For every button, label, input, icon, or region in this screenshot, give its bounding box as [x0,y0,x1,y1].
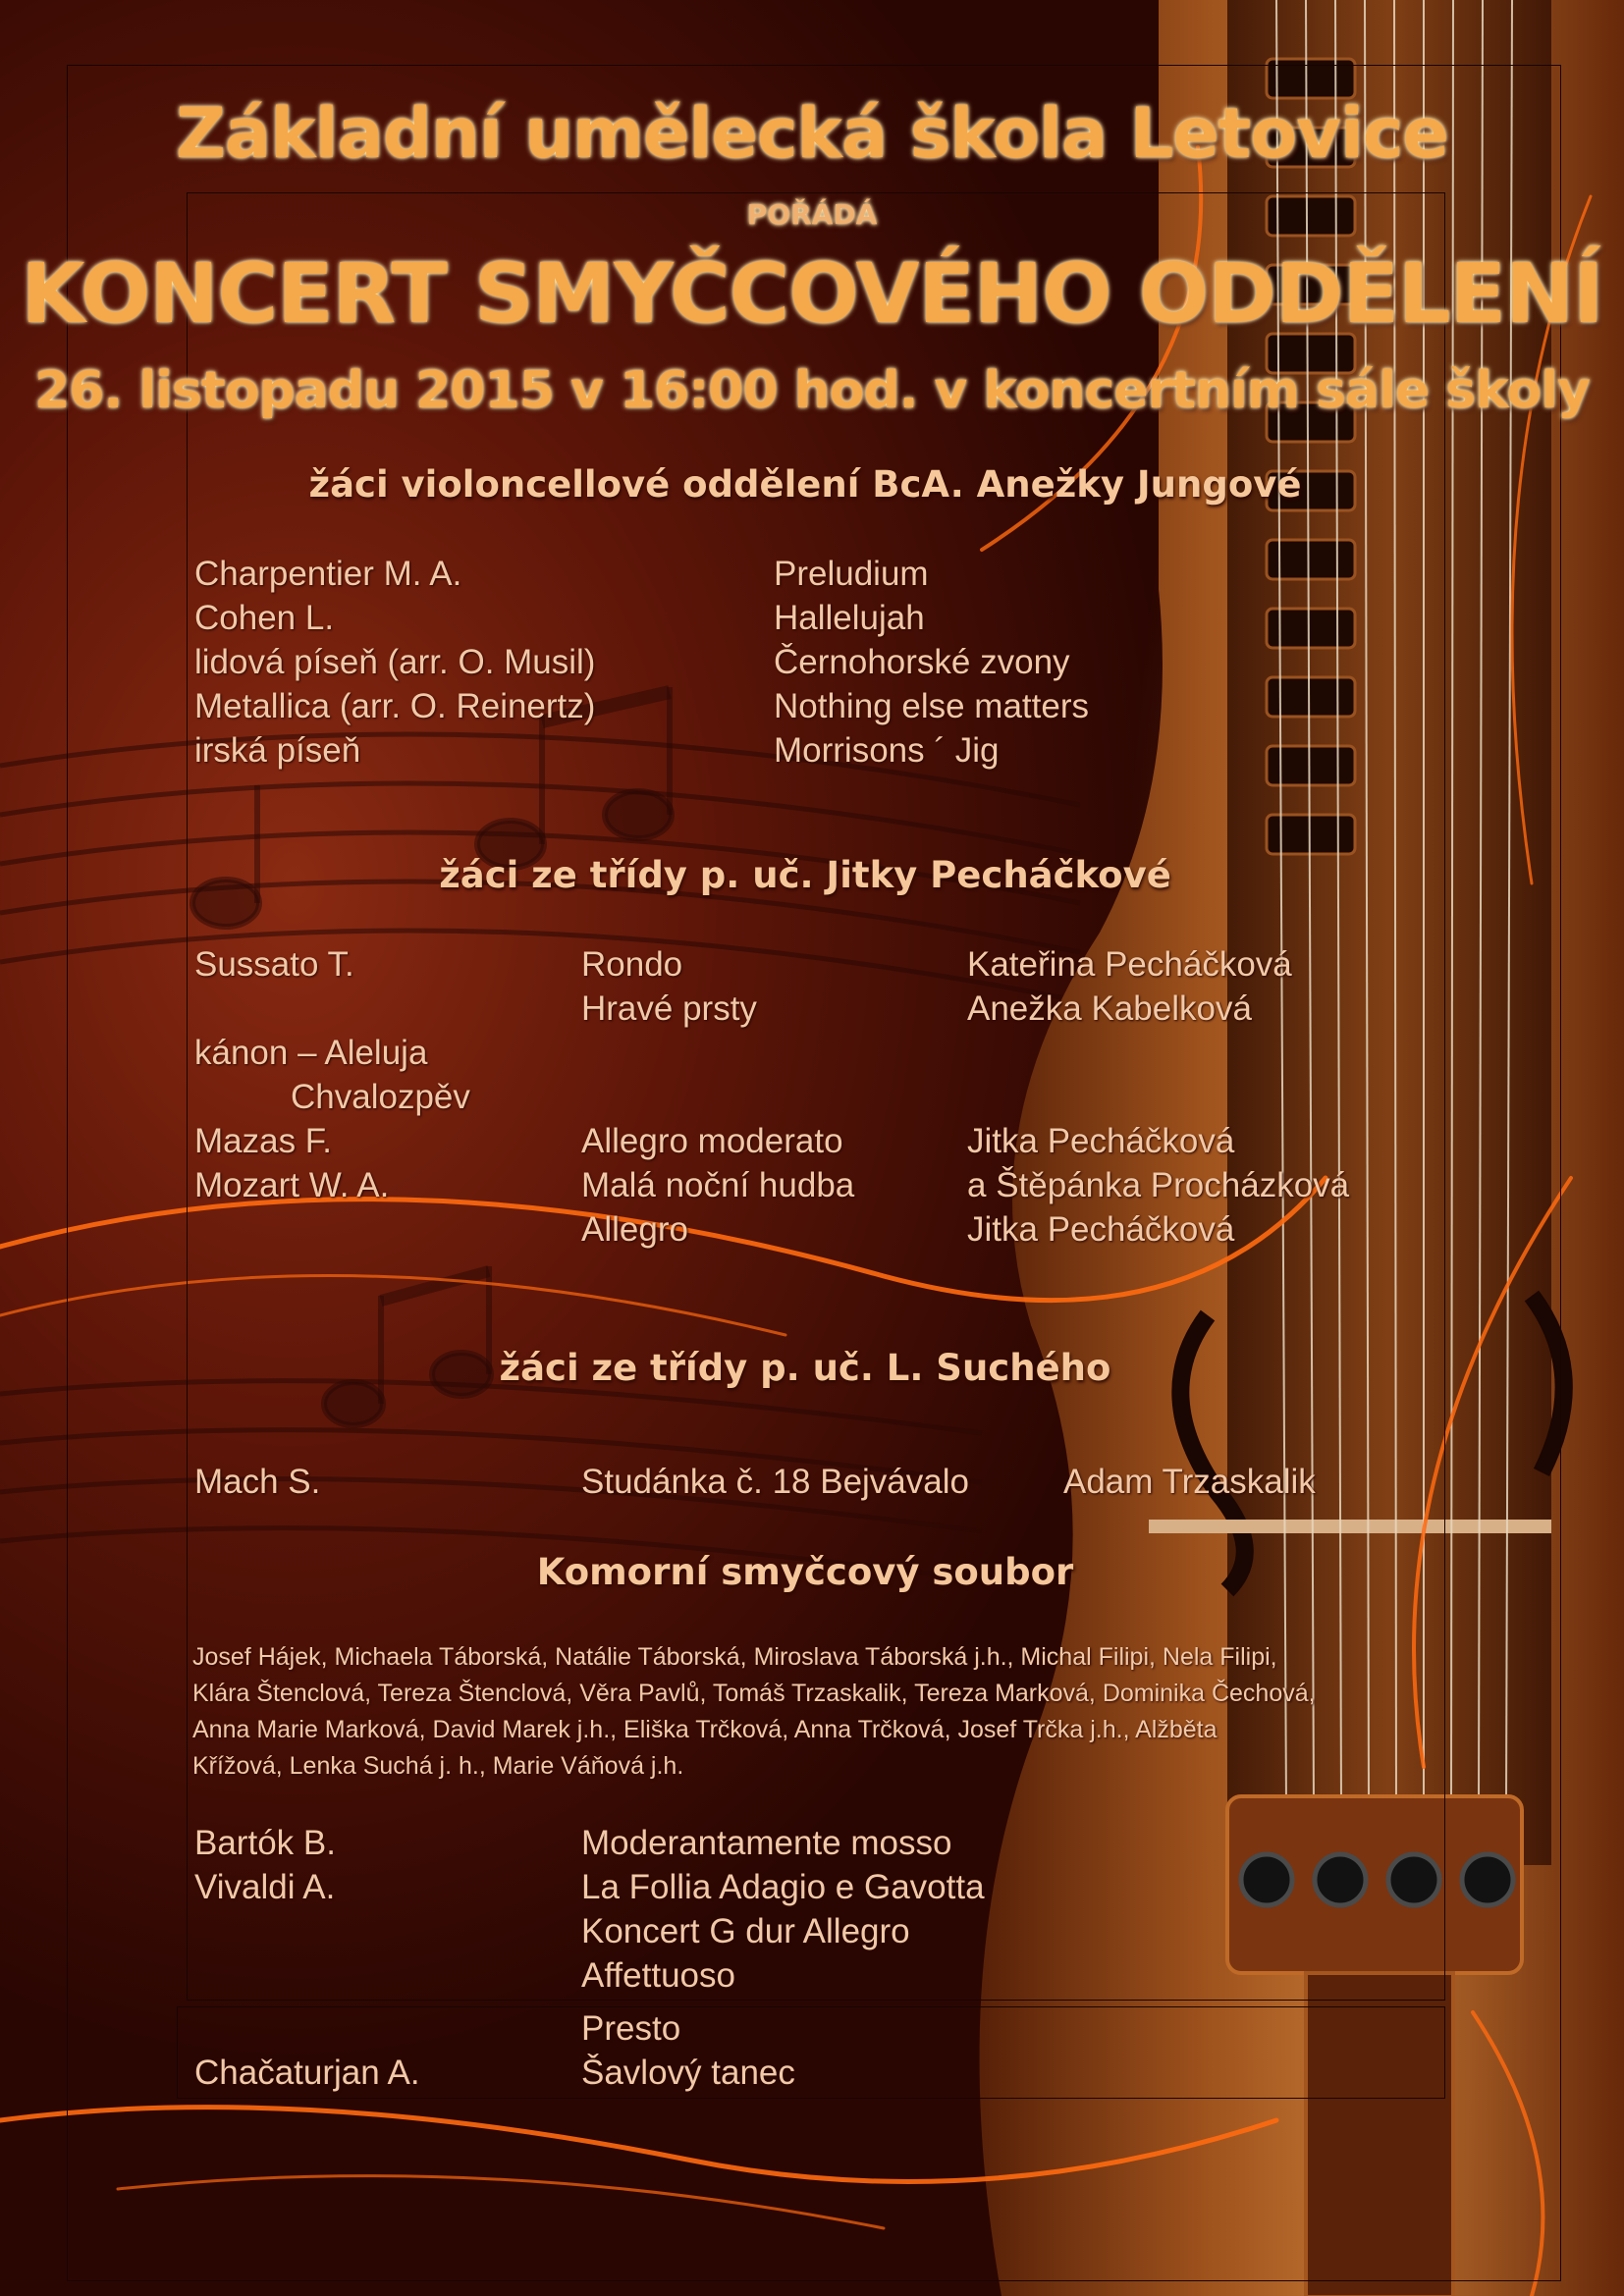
performer: Adam Trzaskalik [1063,1463,1316,1501]
piece: Černohorské zvony [774,643,1070,681]
composer: Mozart W. A. [194,1166,390,1204]
composer: Vivaldi A. [194,1868,336,1906]
composer: Bartók B. [194,1824,336,1862]
performer: Jitka Pecháčková [967,1122,1235,1160]
school-name: Základní umělecká škola Letovice [176,93,1448,174]
members-line: Klára Štenclová, Tereza Štenclová, Věra Pavlů, Tomáš Trzaskalik, Tereza Marková, Dominika Čechová, [192,1680,1316,1707]
piece: Rondo [581,945,683,984]
composer: Metallica (arr. O. Reinertz) [194,687,596,725]
composer: lidová píseň (arr. O. Musil) [194,643,596,681]
performer: Anežka Kabelková [967,989,1252,1028]
section-suchy-heading: žáci ze třídy p. uč. L. Suchého [499,1347,1111,1389]
composer: Chvalozpěv [291,1078,470,1116]
piece: Hallelujah [774,599,925,637]
piece: Presto [581,2009,681,2048]
composer: Chačaturjan A. [194,2054,420,2092]
piece: Hravé prsty [581,989,757,1028]
piece: Preludium [774,555,929,593]
piece: Studánka č. 18 Bejvávalo [581,1463,969,1501]
performer: Jitka Pecháčková [967,1210,1235,1249]
members-line: Křížová, Lenka Suchá j. h., Marie Váňová j.h. [192,1752,684,1780]
date-line: 26. listopadu 2015 v 16:00 hod. v koncertním sále školy [34,361,1590,420]
members-line: Anna Marie Marková, David Marek j.h., Eliška Trčková, Anna Trčková, Josef Trčka j.h., Alžběta [192,1716,1218,1743]
ensemble-members [192,1639,1469,1785]
composer: kánon – Aleluja [194,1034,428,1072]
piece: Malá noční hudba [581,1166,855,1204]
piece: Moderantamente mosso [581,1824,952,1862]
organizes-label: POŘÁDÁ [746,198,878,231]
section-ensemble-heading: Komorní smyčcový soubor [536,1551,1074,1593]
performer: Kateřina Pecháčková [967,945,1292,984]
concert-title: KONCERT SMYČCOVÉHO ODDĚLENÍ [21,245,1603,342]
composer: Sussato T. [194,945,354,984]
piece: Affettuoso [581,1956,735,1995]
section-cello-heading: žáci violoncellové oddělení BcA. Anežky Jungové [308,463,1302,506]
composer: irská píseň [194,731,361,770]
section-pechackova-heading: žáci ze třídy p. uč. Jitky Pecháčkové [439,854,1171,896]
members-line: Josef Hájek, Michaela Táborská, Natálie Táborská, Miroslava Táborská j.h., Michal Filipi, Nela Filipi, [192,1643,1277,1671]
piece: Koncert G dur Allegro [581,1912,910,1950]
composer: Charpentier M. A. [194,555,462,593]
piece: Šavlový tanec [581,2054,795,2092]
composer: Mazas F. [194,1122,333,1160]
performer: a Štěpánka Procházková [967,1166,1350,1204]
piece: Nothing else matters [774,687,1089,725]
piece: Morrisons ´ Jig [774,731,1000,770]
piece: Allegro [581,1210,688,1249]
piece: Allegro moderato [581,1122,843,1160]
composer: Cohen L. [194,599,335,637]
composer: Mach S. [194,1463,321,1501]
piece: La Follia Adagio e Gavotta [581,1868,985,1906]
